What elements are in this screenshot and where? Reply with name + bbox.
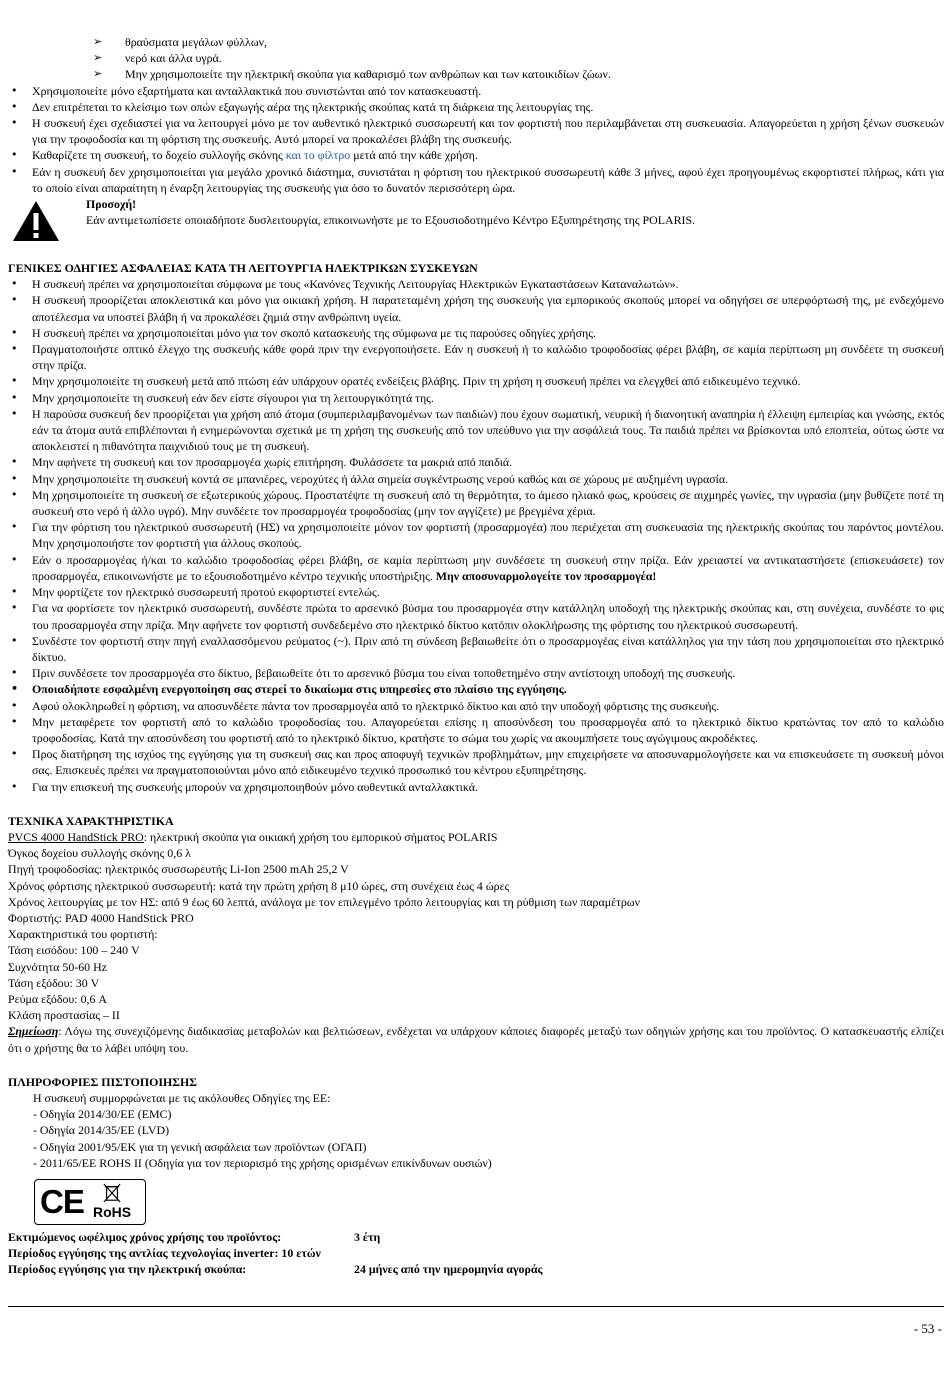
arrow-bullet-icon: ➢ bbox=[93, 35, 103, 48]
list-item: • Η συσκευή προορίζεται αποκλειστικά και μόνο για οικιακή χρήση. Η παρατεταμένη χρήση της συσκευής για εμπορικούς σκοπούς μπορεί να οδηγήσει σε υπερφόρτωσή της, με ενδεχόμενο αποτέλεσμα να υποστεί βλάβη ή να προκαλέσει ζημιά στην ανθρώπινη υγεία. bbox=[8, 292, 944, 324]
list-item: • Η συσκευή πρέπει να χρησιμοποιείται μόνο για τον σκοπό κατασκευής της σύμφωνα με τις παρούσες οδηγίες χρήσης. bbox=[8, 325, 944, 341]
spec-line: Όγκος δοχείου συλλογής σκόνης 0,6 λ bbox=[8, 846, 191, 861]
warning-title: Προσοχή! bbox=[86, 197, 137, 212]
certification-line: - Οδηγία 2001/95/ΕΚ για τη γενική ασφάλεια των προϊόντων (ΟΓΑΠ) bbox=[33, 1139, 367, 1154]
compliance-logos bbox=[34, 1179, 146, 1225]
spec-line: Ρεύμα εξόδου: 0,6 A bbox=[8, 991, 108, 1006]
spec-line: Κλάση προστασίας – II bbox=[8, 1008, 120, 1023]
safety-heading: ΓΕΝΙΚΕΣ ΟΔΗΓΙΕΣ ΑΣΦΑΛΕΙΑΣ ΚΑΤΑ ΤΗ ΛΕΙΤΟΥΡΓΙΑ ΗΛΕΚΤΡΙΚΩΝ ΣΥΣΚΕΥΩΝ bbox=[8, 261, 478, 276]
spec-model-line: PVCS 4000 HandStick PRO: ηλεκτρική σκούπα για οικιακή χρήση του εμπορικού σήματος POLARIS bbox=[8, 829, 498, 844]
list-item: • Εάν ο προσαρμογέας ή/και το καλώδιο τροφοδοσίας φέρει βλάβη, σε καμία περίπτωση μην συνδέσετε τη συσκευή στην πρίζα. Εάν χρειαστεί να αντικαταστήσετε (επισκευάσετε) τον προσαρμογέα, επικοινωνήστε με το εξουσιοδοτημένο κέντρο τεχνικής υποστήριξης. Μην αποσυναρμολογείτε τον προσαρμογέα! bbox=[8, 552, 944, 584]
footer-rule bbox=[8, 1306, 944, 1307]
list-item: • Για την φόρτιση του ηλεκτρικού συσσωρευτή (ΗΣ) να χρησιμοποιείτε μόνον τον φορτιστή (προσαρμογέα) που περιέχεται στη συσκευασία της ηλεκτρικής σκούπας του παρόντος μοντέλου. Μην χρησιμοποιήστε τον φορτιστή για άλλους σκοπούς. bbox=[8, 519, 944, 551]
spec-line: Συχνότητα 50-60 Hz bbox=[8, 959, 107, 974]
list-item: ➢ νερό και άλλα υγρά. bbox=[93, 51, 222, 66]
list-item: • Μην μεταφέρετε τον φορτιστή από το καλώδιο τροφοδοσίας του. Απαγορεύεται επίσης η αποσύνδεση του προσαρμογέα από το ηλεκτρικό δίκτυο κρατώντας τον από το καλώδιο τροφοδοσίας. Κατά την αποσύνδεση του φορτιστή από το ηλεκτρικό δίκτυο, κρατήστε το σώμα του χωρίς να ακουμπήσετε τους αγώγιμους ακροδέκτες. bbox=[8, 714, 944, 746]
certification-intro: Η συσκευή συμμορφώνεται με τις ακόλουθες Οδηγίες της ΕΕ: bbox=[33, 1090, 331, 1105]
spec-line: Πηγή τροφοδοσίας: ηλεκτρικός συσσωρευτής Li-Ion 2500 mAh 25,2 V bbox=[8, 862, 349, 877]
spec-line: Χαρακτηριστικά του φορτιστή: bbox=[8, 927, 158, 942]
weee-bin-icon bbox=[103, 1182, 121, 1204]
list-item: • Μην χρησιμοποιείτε τη συσκευή μετά από πτώση εάν υπάρχουν ορατές ενδείξεις βλάβης. Πριν τη χρήση η συσκευή πρέπει να ελεγχθεί από ειδικευμένο τεχνικό. bbox=[8, 373, 944, 389]
rohs-logo: RoHS bbox=[93, 1204, 132, 1220]
warranty-table bbox=[8, 1229, 542, 1278]
document-page bbox=[8, 34, 944, 1278]
list-item: ➢ θραύσματα μεγάλων φύλλων, bbox=[93, 35, 267, 49]
list-item: • Δεν επιτρέπεται το κλείσιμο των οπών εξαγωγής αέρα της ηλεκτρικής σκούπας κατά τη διάρκεια της λειτουργίας της. bbox=[8, 99, 944, 115]
list-item: • Η παρούσα συσκευή δεν προορίζεται για χρήση από άτομα (συμπεριλαμβανομένων των παιδιών) που έχουν σωματική, νευρική ή διανοητική αναπηρία ή έλλειψη εμπειρίας και γνώσης, εκτός εάν τα άτομα αυτά επιβλέπονται ή ενημερώνονται σχετικά με τη χρήση της συσκευής από τον υπεύθυνο για την ασφάλειά τους. Τα παιδιά πρέπει να βρίσκονται υπό εποπτεία, ούτως ώστε να αποκλειστεί η πιθανότητα παιχνιδιού τους με τη συσκευή. bbox=[8, 406, 944, 455]
list-item: • Πραγματοποιήστε οπτικό έλεγχο της συσκευής κάθε φορά πριν την ενεργοποιήσετε. Εάν η συσκευή ή το καλώδιο τροφοδοσίας φέρει βλάβη, σε καμία περίπτωση μη συνδέετε τη συσκευή στην πρίζα. bbox=[8, 341, 944, 373]
list-item: • Μην χρησιμοποιείτε τη συσκευή κοντά σε μπανιέρες, νεροχύτες ή άλλα σημεία συγκέντρωσης νερού καθώς και σε χώρους με αυξημένη υγρασία. bbox=[8, 471, 944, 487]
spec-note: Σημείωση: Λόγω της συνεχιζόμενης διαδικασίας μεταβολών και βελτιώσεων, ενδέχεται να υπάρχουν κάποιες διαφορές μεταξύ των οδηγιών χρήσης και του προϊόντος. Ο κατασκευαστής ελπίζει ότι ο χρήστης θα το λάβει υπόψη του. bbox=[8, 1024, 944, 1055]
list-item: • Μην χρησιμοποιείτε τη συσκευή εάν δεν είστε σίγουροι για τη λειτουργικότητά της. bbox=[8, 390, 944, 406]
list-item: • Χρησιμοποιείτε μόνο εξαρτήματα και ανταλλακτικά που συνιστώνται από τον κατασκευαστή. bbox=[8, 83, 944, 99]
warning-triangle-icon bbox=[12, 200, 60, 242]
arrow-bullet-icon: ➢ bbox=[93, 67, 103, 81]
spec-line: Τάση εισόδου: 100 – 240 V bbox=[8, 943, 140, 958]
spec-line: Χρόνος λειτουργίας με τον ΗΣ: από 9 έως 60 λεπτά, ανάλογα με τον επιλεγμένο τρόπο λειτουργίας και τη ρύθμιση των παραμέτρων bbox=[8, 894, 640, 909]
list-item: • Αφού ολοκληρωθεί η φόρτιση, να αποσυνδέετε πάντα τον προσαρμογέα από το ηλεκτρικό δίκτυο και από την υποδοχή φόρτισης της συσκευής. bbox=[8, 698, 944, 714]
safety-list bbox=[8, 276, 944, 795]
list-item: • Μη χρησιμοποιείτε τη συσκευή σε εξωτερικούς χώρους. Προστατέψτε τη συσκευή από τη θερμότητα, το άμεσο ηλιακό φως, κρούσεις σε αιχμηρές γωνίες, την υγρασία (μην βυθίζετε ποτέ τη συσκευή στο νερό ή άλλο υγρό). Μην συνδέετε τον προσαρμογέα τροφοδοσίας (μην τον αγγίζετε) με βρεγμένα χέρια. bbox=[8, 487, 944, 519]
list-item: ➢ Μην χρησιμοποιείτε την ηλεκτρική σκούπα για καθαρισμό των ανθρώπων και των κατοικιδίων ζώων. bbox=[93, 67, 611, 82]
usage-bullets bbox=[8, 83, 944, 196]
table-row: Περίοδος εγγύησης της αντλίας τεχνολογίας inverter: 10 ετών bbox=[8, 1246, 321, 1261]
ce-mark-icon: CE bbox=[40, 1183, 84, 1220]
certification-line: - Οδηγία 2014/35/ΕΕ (LVD) bbox=[33, 1123, 170, 1138]
certification-line: - Οδηγία 2014/30/ΕΕ (EMC) bbox=[33, 1107, 172, 1122]
list-item: • Για την επισκευή της συσκευής μπορούν να χρησιμοποιηθούν μόνο αυθεντικά ανταλλακτικά. bbox=[8, 779, 944, 795]
certification-heading: ΠΛΗΡΟΦΟΡΙΕΣ ΠΙΣΤΟΠΟΙΗΣΗΣ bbox=[8, 1074, 197, 1089]
table-row: Εκτιμώμενος ωφέλιμος χρόνος χρήσης του προϊόντος: 3 έτη bbox=[8, 1230, 381, 1244]
certification-section bbox=[8, 1074, 944, 1225]
arrow-list bbox=[8, 34, 944, 83]
certification-line: - 2011/65/ΕΕ ROHS II (Οδηγία για τον περιορισμό της χρήσης ορισμένων επικίνδυνων ουσιών) bbox=[33, 1155, 492, 1170]
list-item: • Μην αφήνετε τη συσκευή και τον προσαρμογέα χωρίς επιτήρηση. Φυλάσσετε τα μακριά από παιδιά. bbox=[8, 454, 944, 470]
list-item: • Μην φορτίζετε τον ηλεκτρικό συσσωρευτή προτού εκφορτιστεί εντελώς. bbox=[8, 584, 944, 600]
list-item: • Η συσκευή πρέπει να χρησιμοποιείται σύμφωνα με τους «Κανόνες Τεχνικής Λειτουργίας Ηλεκτρικών Εγκαταστάσεων Καταναλωτών». bbox=[8, 276, 944, 292]
list-item: • Για να φορτίσετε τον ηλεκτρικό συσσωρευτή, συνδέστε πρώτα το αρσενικό βύσμα του προσαρμογέα στην κατάλληλη υποδοχή της ηλεκτρικής σκούπας και, στη συνέχεια, συνδέστε το φις του προσαρμογέα στην πρίζα. Μην αφήνετε τον φορτιστή συνδεδεμένο στο ηλεκτρικό δίκτυο κατόπιν ολοκλήρωσης της φόρτισης του ηλεκτρικού συσσωρευτή. bbox=[8, 600, 944, 632]
list-item: • Η συσκευή έχει σχεδιαστεί για να λειτουργεί μόνο με τον αυθεντικό ηλεκτρικό συσσωρευτή και τον φορτιστή που περιλαμβάνεται στη συσκευασία. Απαγορεύεται η χρήση ξένων συσκευών για την τροφοδοσία και τη φόρτιση της συσκευής. Αυτό μπορεί να προκαλέσει βλάβη της συσκευής. bbox=[8, 115, 944, 147]
list-item: • Εάν η συσκευή δεν χρησιμοποιείται για μεγάλο χρονικό διάστημα, συνιστάται η φόρτιση του ηλεκτρικού συσσωρευτή κάθε 3 μήνες, αφού έχει προηγουμένως εκφορτιστεί πλήρως, κάτι για το οποίο είναι απαραίτητη η έναρξη λειτουργίας της συσκευής για όσο το δυνατόν περισσότερη ώρα. bbox=[8, 164, 944, 196]
spec-line: Φορτιστής: PAD 4000 HandStick PRO bbox=[8, 910, 194, 925]
list-item: • Οποιαδήποτε εσφαλμένη ενεργοποίηση σας στερεί το δικαίωμα στις υπηρεσίες στο πλαίσιο της εγγύησης. bbox=[8, 681, 944, 697]
list-item: • Προς διατήρηση της ισχύος της εγγύησης για τη συσκευή σας και προς αποφυγή τεχνικών προβλημάτων, μην επιχειρήσετε να αποσυναρμολογήσετε και να επισκευάσετε τη συσκευή μόνοι σας. Επισκευές πρέπει να πραγματοποιούνται μόνο από ειδικευμένο τεχνικό προσωπικό του κέντρου εξυπηρέτησης. bbox=[8, 746, 944, 778]
table-row: Περίοδος εγγύησης για την ηλεκτρική σκούπα: 24 μήνες από την ημερομηνία αγοράς bbox=[8, 1262, 543, 1277]
specs-heading: ΤΕΧΝΙΚΑ ΧΑΡΑΚΤΗΡΙΣΤΙΚΑ bbox=[8, 813, 174, 828]
specs-section bbox=[8, 813, 944, 1056]
spec-line: Χρόνος φόρτισης ηλεκτρικού συσσωρευτή: κατά την πρώτη χρήση 8 μ10 ώρες, στη συνέχεια έως 4 ώρες bbox=[8, 878, 510, 893]
warning-text bbox=[86, 196, 695, 228]
warning-message: Εάν αντιμετωπίσετε οποιαδήποτε δυσλειτουργία, επικοινωνήστε με το Εξουσιοδοτημένο Κέντρο Εξυπηρέτησης της POLARIS. bbox=[86, 213, 696, 228]
list-item: • Συνδέστε τον φορτιστή στην πηγή εναλλασσόμενου ρεύματος (~). Πριν από τη σύνδεση βεβαιωθείτε ότι ο προσαρμογέας είναι κατάλληλος για την τάση που χρησιμοποιείται στο ηλεκτρικό δίκτυο. bbox=[8, 633, 944, 665]
warning-block bbox=[8, 196, 944, 242]
list-item: • Πριν συνδέσετε τον προσαρμογέα στο δίκτυο, βεβαιωθείτε ότι το αρσενικό βύσμα του είναι τοποθετημένο στην αντίστοιχη υποδοχή της συσκευής. bbox=[8, 665, 944, 681]
page-number: - 53 - bbox=[913, 1321, 942, 1336]
list-item: • Καθαρίζετε τη συσκευή, το δοχείο συλλογής σκόνης και το φίλτρο μετά από την κάθε χρήση. bbox=[8, 147, 944, 163]
spec-line: Τάση εξόδου: 30 V bbox=[8, 975, 100, 990]
arrow-bullet-icon: ➢ bbox=[93, 51, 103, 65]
